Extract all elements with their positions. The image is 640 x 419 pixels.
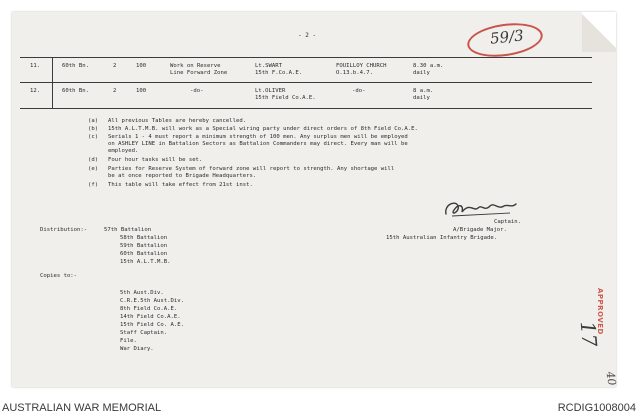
note-mark: (e)	[88, 166, 99, 172]
copies-label: Copies to:-	[40, 273, 78, 279]
list-item: 5th Aust.Div.	[120, 290, 164, 296]
list-item: 57th Battalion	[104, 227, 152, 233]
document-page	[12, 12, 619, 387]
note-text: on ASHLEY LINE in Battalion Sectors as Battalion Commanders may direct. Every man will be	[108, 141, 408, 147]
note-text: Serials 1 - 4 must report a minimum strength of 100 men. Any surplus men will be employed	[108, 134, 408, 140]
note-text: This table will take effect from 21st inst.	[108, 182, 253, 188]
note-mark: (c)	[88, 134, 99, 140]
place-cell: -do-	[352, 88, 366, 94]
signatory-unit: 15th Australian Infantry Brigade.	[386, 235, 498, 241]
list-item: 58th Battalion	[120, 235, 168, 241]
note-text: 15th A.L.T.M.B. will work as a Special wiring party under direct orders of 8th Field Co.A.E.	[108, 126, 418, 132]
task-cell: Work on Reserve	[170, 63, 221, 69]
note-text: Four hour tasks will be set.	[108, 157, 203, 163]
task-cell: -do-	[190, 88, 204, 94]
list-item: 59th Battalion	[120, 243, 168, 249]
men-cell: 100	[136, 63, 147, 69]
note-text: be at once reported to Brigade Headquarters.	[108, 173, 257, 179]
list-item: Staff Captain.	[120, 330, 168, 336]
unit-cell: 60th Bn.	[62, 88, 89, 94]
handwritten-signature	[440, 198, 520, 220]
archive-reference: RCDIG1008004	[557, 402, 636, 414]
handwritten-page-mark: 40	[603, 370, 619, 387]
serial-cell: 12.	[30, 88, 41, 94]
men-cell: 100	[136, 88, 147, 94]
officer-cell-line2: 15th F.Co.A.E.	[255, 70, 303, 76]
signatory-rank: Captain.	[494, 219, 521, 225]
list-item: 8th Field Co.A.E.	[120, 306, 178, 312]
unit-cell: 60th Bn.	[62, 63, 89, 69]
serial-cell: 11.	[30, 63, 41, 69]
approved-side-stamp: APPROVED	[596, 288, 604, 335]
list-item: 14th Field Co.A.E.	[120, 314, 181, 320]
task-cell-line2: Line Forward Zone	[170, 70, 228, 76]
coy-cell: 2	[113, 63, 117, 69]
time-cell-line2: daily	[413, 70, 430, 76]
file-number-handwritten: 59/3	[489, 26, 525, 48]
table-bottom-rule	[20, 108, 592, 109]
officer-cell: Lt.OLIVER	[255, 88, 286, 94]
time-cell: 8.30 a.m.	[413, 63, 444, 69]
signatory-role: A/Brigade Major.	[453, 227, 507, 233]
note-mark: (f)	[88, 182, 99, 188]
time-cell-line2: daily	[413, 95, 430, 101]
table-col-divider	[52, 57, 53, 108]
torn-corner	[582, 12, 616, 52]
note-mark: (a)	[88, 118, 99, 124]
note-text: Parties for Reserve System of forward zone will report to strength. Any shortage will	[108, 166, 395, 172]
list-item: 15th Field Co. A.E.	[120, 322, 184, 328]
place-cell: FOUILLOY CHURCH	[336, 63, 387, 69]
place-cell-line2: O.13.b.4.7.	[336, 70, 374, 76]
list-item: C.R.E.5th Aust.Div.	[120, 298, 184, 304]
list-item: File.	[120, 338, 137, 344]
list-item: 15th A.L.T.M.B.	[120, 259, 171, 265]
officer-cell-line2: 15th Field Co.A.E.	[255, 95, 316, 101]
list-item: War Diary.	[120, 346, 154, 352]
handwritten-folio-number: 17	[575, 320, 602, 348]
table-row-divider	[20, 82, 592, 83]
time-cell: 8 a.m.	[413, 88, 434, 94]
note-mark: (b)	[88, 126, 99, 132]
coy-cell: 2	[113, 88, 117, 94]
distribution-label: Distribution:-	[40, 227, 88, 233]
archive-credit: AUSTRALIAN WAR MEMORIAL	[2, 402, 162, 414]
note-text: employed.	[108, 148, 139, 154]
note-mark: (d)	[88, 157, 99, 163]
page-number: - 2 -	[298, 32, 317, 39]
officer-cell: Lt.SWART	[255, 63, 282, 69]
table-top-rule	[20, 57, 592, 58]
note-text: All previous Tables are hereby cancelled.	[108, 118, 247, 124]
list-item: 60th Battalion	[120, 251, 168, 257]
